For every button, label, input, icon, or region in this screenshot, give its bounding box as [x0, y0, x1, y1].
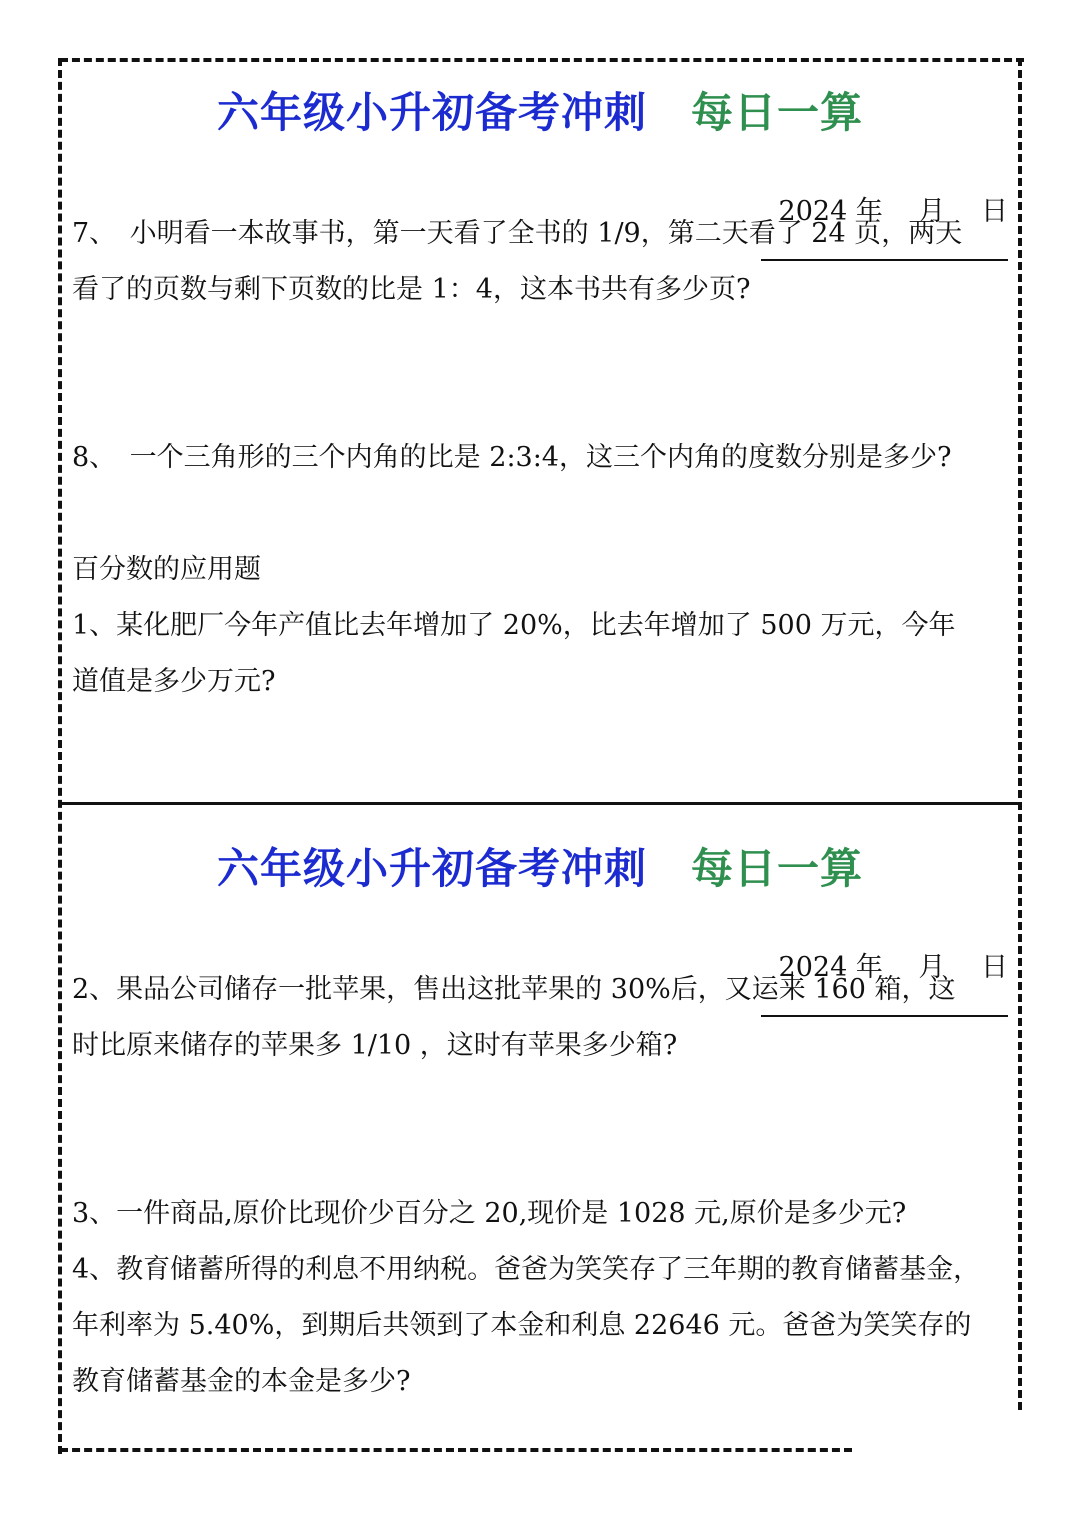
problem-4-line-3: 教育储蓄基金的本金是多少?: [72, 1366, 411, 1397]
sheet-2-date-text: 2024 年 月 日: [778, 952, 1008, 983]
section-heading: 百分数的应用题: [72, 554, 261, 585]
problem-4: [72, 1242, 1017, 1410]
problem-3: [72, 1186, 1017, 1242]
question-8-line-1: 8、 一个三角形的三个内角的比是 2:3:4，这三个内角的度数分别是多少?: [72, 442, 952, 473]
question-7: [72, 206, 1017, 318]
sheet-2-title-sub: 每日一算: [691, 844, 864, 893]
problem-4-line-2: 年利率为 5.40%，到期后共领到了本金和利息 22646 元。爸爸为笑笑存的: [72, 1310, 972, 1341]
question-7-line-1: 7、 小明看一本故事书，第一天看了全书的 1/9，第二天看了 24 页，两天: [72, 218, 963, 249]
problem-1-line-1: 1、某化肥厂今年产值比去年增加了 20%，比去年增加了 500 万元，今年: [72, 610, 956, 641]
frame-top-dashed-border: [60, 58, 1024, 62]
problem-2: [72, 962, 1017, 1074]
question-7-line-2: 看了的页数与剩下页数的比是 1：4，这本书共有多少页?: [72, 274, 751, 305]
sheet-1-title-main: 六年级小升初备考冲刺: [216, 88, 647, 137]
question-8: [72, 430, 1017, 486]
sheet-divider-line: [58, 802, 1022, 805]
problem-2-line-1: 2、果品公司储存一批苹果，售出这批苹果的 30%后，又运来 160 箱，这: [72, 974, 956, 1005]
sheet-1-title: [0, 80, 1080, 140]
sheet-1-date-text: 2024 年 月 日: [778, 196, 1008, 227]
sheet-2-title-main: 六年级小升初备考冲刺: [216, 844, 647, 893]
sheet-1-title-sub: 每日一算: [691, 88, 864, 137]
frame-right-dashed-border: [1018, 58, 1022, 1410]
problem-1: [72, 598, 1017, 710]
frame-bottom-dashed-border: [60, 1448, 852, 1452]
sheet-2-title: [0, 836, 1080, 896]
problem-2-line-2: 时比原来储存的苹果多 1/10 ，这时有苹果多少箱?: [72, 1030, 678, 1061]
problem-1-line-2: 道值是多少万元?: [72, 666, 276, 697]
frame-left-dashed-border: [58, 58, 62, 1454]
problem-4-line-1: 4、教育储蓄所得的利息不用纳税。爸爸为笑笑存了三年期的教育储蓄基金，: [72, 1254, 981, 1285]
problem-3-line-1: 3、一件商品,原价比现价少百分之 20,现价是 1028 元,原价是多少元?: [72, 1198, 907, 1229]
